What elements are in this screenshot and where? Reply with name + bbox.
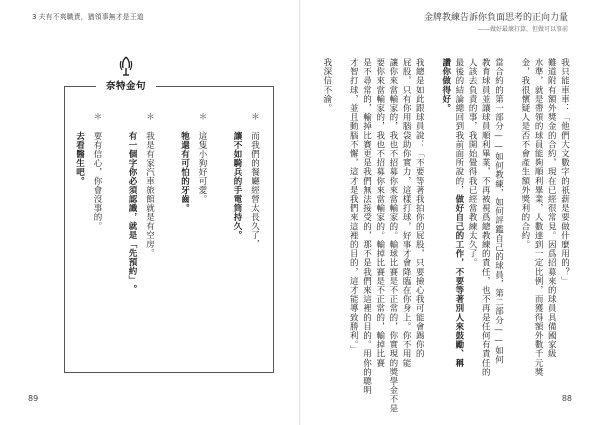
quote-column [180,112,189,213]
text-column [415,58,424,358]
quote-column [250,112,259,249]
text-column-segment: 難道附有額外獎金的合約，現在已經很常見。因爲招募來的球員具備國家級 [546,58,557,359]
text-column-segment: 讓你來當輸家的，我也不招募你來當輸家的。輸球比賽是不正常的，你實現的獎學金不是 [387,58,398,413]
text-column-segment: 要你來當輸家的，我也不招募你來當輸家的。輸掉比賽是不正常的，輸掉比賽 [374,58,385,368]
quote-column-segment: ＊ 而我們的餐廳經營太長久了， [249,112,260,249]
text-column-segment: 最後的結論總回到我前面所說的， [453,58,464,195]
quote-column-segment: 讓不如騎兵的手電筒持久。 [232,112,242,240]
text-column-segment: 水準，就是帶領的球員能夠順利畢業，人數達到一定比例，而獲得額外數千元獎 [533,58,544,377]
quote-column-segment: ＊ 要有信心，你會沒事的。 [92,112,102,231]
right-page-number: 88 [561,394,572,403]
text-column [402,58,411,367]
text-column-segment: 我深信不渝。 [321,58,332,113]
quote-box-badge [96,55,156,101]
text-column [468,58,477,267]
text-column-segment: 我只能車車：「他們大文數字的祇薪是要做什麼用的？」 [559,58,570,286]
text-column [322,58,331,113]
text-column-segment: 屁股，只有你用腦袋助你實力，這樣打球，好事才會降臨在你身上。你不用能 [401,58,412,368]
text-column-segment: 讚你做得好。 [440,58,451,113]
quote-column [75,112,84,186]
right-running-subtitle: ——做好最壞打算，但做可以事前 [477,26,568,33]
laurel-emblem-icon [117,55,135,77]
right-running-title: 金牌教練告訴你負面思考的正向力量 [423,13,568,23]
text-column [454,58,463,367]
text-column [520,58,529,249]
text-column-segment: 金，我很懷疑人是否不會產生額外獎利的合約。 [519,58,530,250]
book-gutter [299,0,301,425]
quote-column-segment: 牠還有可怕的牙齒。 [179,112,190,213]
quote-column [198,112,207,204]
text-column [534,58,543,377]
quote-column [93,112,102,231]
quote-column-segment: 去看醫生吧。 [74,112,85,186]
right-running-header [424,10,568,33]
text-column [547,58,556,358]
quote-column-segment: ＊ 這隻小狗好可愛。 [197,112,207,204]
text-column-segment: 教育球員並讓球員順利畢業，不再被視爲總教練的責任，也不再是任何有責任的 [480,58,491,377]
text-column [481,58,490,377]
left-page-number: 89 [28,394,39,403]
text-column [349,58,358,354]
quote-column [128,112,137,294]
text-column-segment: 人該去負責的事，我開始覺得我已經當教練太久了。 [467,58,478,268]
text-column [560,58,569,286]
text-column [388,58,397,413]
text-column [494,58,503,364]
text-column-segment: 我總是如此跟球員說：「不要等著我拍你的屁股，只要撿心我可能會踢你的 [414,58,425,359]
quote-column [145,112,154,258]
quote-column [233,112,242,240]
quote-column-segment: 有一個字你必須認識，就是「先預約」。 [127,112,137,294]
text-column [362,58,371,395]
text-column-segment: 才智打球，並且動腦不懈，這才是我們來這裡的目的，這才能導致勝利。」 [348,58,359,355]
quote-column-segment: ＊ 我是有家汽車旅館就是有空房。 [144,112,155,258]
text-column-segment: 做好自己的工作，不要等著別人來鼓勵、稱 [453,194,464,368]
text-column-segment: 是不尋常的，輸掉比賽更是我們無法接受的，那不是我們來這裡的目的。用你的聰明 [361,58,372,395]
text-column [375,58,384,367]
quote-box-title: 奈特金句 [105,81,146,92]
text-column [441,58,450,113]
left-running-title: 3 夫有不爽職責，猶領事無才是王道 [32,13,144,21]
text-column-segment: 當合約的第一部分——如何教練，如何評鑑自己的球員，第二部分——如何 [493,58,504,365]
